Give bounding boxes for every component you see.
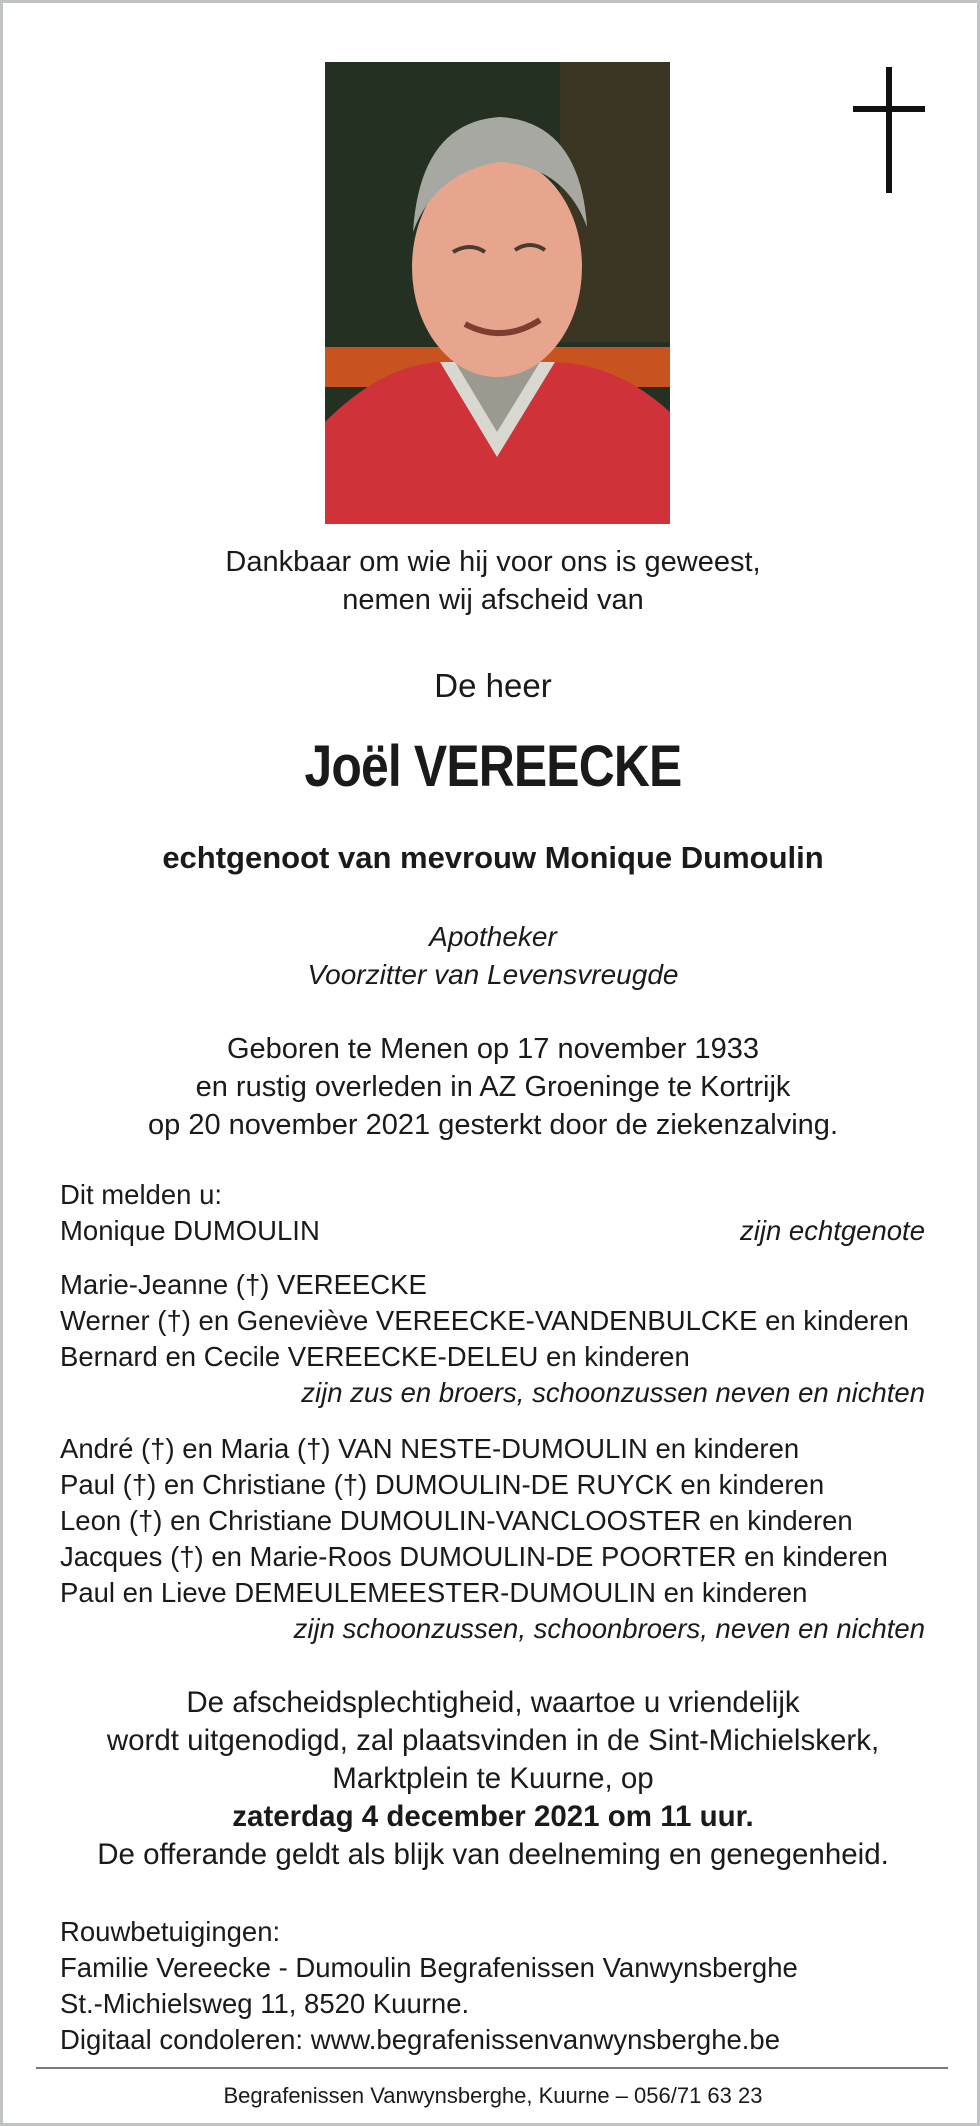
condolences-contact <box>60 1914 925 2058</box>
ceremony-details <box>43 1684 943 1874</box>
footer-text: Begrafenissen Vanwynsberghe, Kuurne – 056/71 63 23 <box>223 2083 763 2108</box>
family-member: Marie-Jeanne (†) VEREECKE <box>60 1269 427 1300</box>
occupation: Apotheker <box>429 921 557 952</box>
intro-text <box>43 543 943 619</box>
role: Voorzitter van Levensvreugde <box>307 959 679 990</box>
spouse-relation: zijn echtgenote <box>740 1215 925 1246</box>
family-group-siblings <box>60 1267 925 1411</box>
intro-line: nemen wij afscheid van <box>342 584 644 616</box>
family-relation: zijn zus en broers, schoonzussen neven en nichten <box>301 1377 925 1408</box>
latin-cross-icon <box>853 67 925 193</box>
ceremony-line: De afscheidsplechtigheid, waartoe u vriendelijk <box>186 1686 800 1719</box>
family-group-in-laws <box>60 1431 925 1647</box>
ceremony-line: wordt uitgenodigd, zal plaatsvinden in de Sint-Michielskerk, <box>106 1724 880 1757</box>
biography <box>43 1030 943 1144</box>
portrait-photo <box>325 62 670 524</box>
spouse-row <box>60 1213 925 1249</box>
deceased-name: Joël VEREECKE <box>304 734 682 799</box>
contact-line: St.-Michielsweg 11, 8520 Kuurne. <box>60 1988 470 2019</box>
ceremony-date-time: zaterdag 4 december 2021 om 11 uur. <box>232 1800 754 1833</box>
family-member: Werner (†) en Geneviève VEREECKE-VANDENBULCKE en kinderen <box>60 1305 909 1336</box>
announcement-intro <box>60 1177 925 1249</box>
ceremony-line: De offerande geldt als blijk van deelneming en genegenheid. <box>97 1838 889 1871</box>
spouse-name: Monique DUMOULIN <box>60 1215 320 1246</box>
bio-line: op 20 november 2021 gesterkt door de ziekenzalving. <box>148 1109 838 1141</box>
family-relation: zijn schoonzussen, schoonbroers, neven en nichten <box>293 1613 925 1644</box>
contact-heading: Rouwbetuigingen: <box>60 1916 281 1947</box>
portrait-illustration <box>325 62 670 524</box>
footer-divider <box>36 2067 948 2069</box>
contact-line: Familie Vereecke - Dumoulin Begrafenissen Vanwynsberghe <box>60 1952 798 1983</box>
family-member: Bernard en Cecile VEREECKE-DELEU en kinderen <box>60 1341 690 1372</box>
bio-line: en rustig overleden in AZ Groeninge te Kortrijk <box>195 1071 791 1103</box>
ceremony-line: Marktplein te Kuurne, op <box>332 1762 654 1795</box>
bio-line: Geboren te Menen op 17 november 1933 <box>226 1033 760 1065</box>
family-member: Jacques (†) en Marie-Roos DUMOULIN-DE POORTER en kinderen <box>60 1541 888 1572</box>
family-member: André (†) en Maria (†) VAN NESTE-DUMOULIN en kinderen <box>60 1433 800 1464</box>
salutation: De heer <box>434 667 552 704</box>
titles <box>43 918 943 994</box>
family-member: Leon (†) en Christiane DUMOULIN-VANCLOOSTER en kinderen <box>60 1505 853 1536</box>
cross-vertical-bar <box>886 67 892 193</box>
spouse-line: echtgenoot van mevrouw Monique Dumoulin <box>162 840 824 875</box>
cross-horizontal-bar <box>853 106 925 112</box>
family-member: Paul (†) en Christiane (†) DUMOULIN-DE RUYCK en kinderen <box>60 1469 825 1500</box>
contact-website[interactable]: Digitaal condoleren: www.begrafenissenvanwynsberghe.be <box>60 2024 781 2055</box>
announcement-heading: Dit melden u: <box>60 1179 223 1210</box>
family-member: Paul en Lieve DEMEULEMEESTER-DUMOULIN en kinderen <box>60 1577 808 1608</box>
intro-line: Dankbaar om wie hij voor ons is geweest, <box>225 546 761 578</box>
